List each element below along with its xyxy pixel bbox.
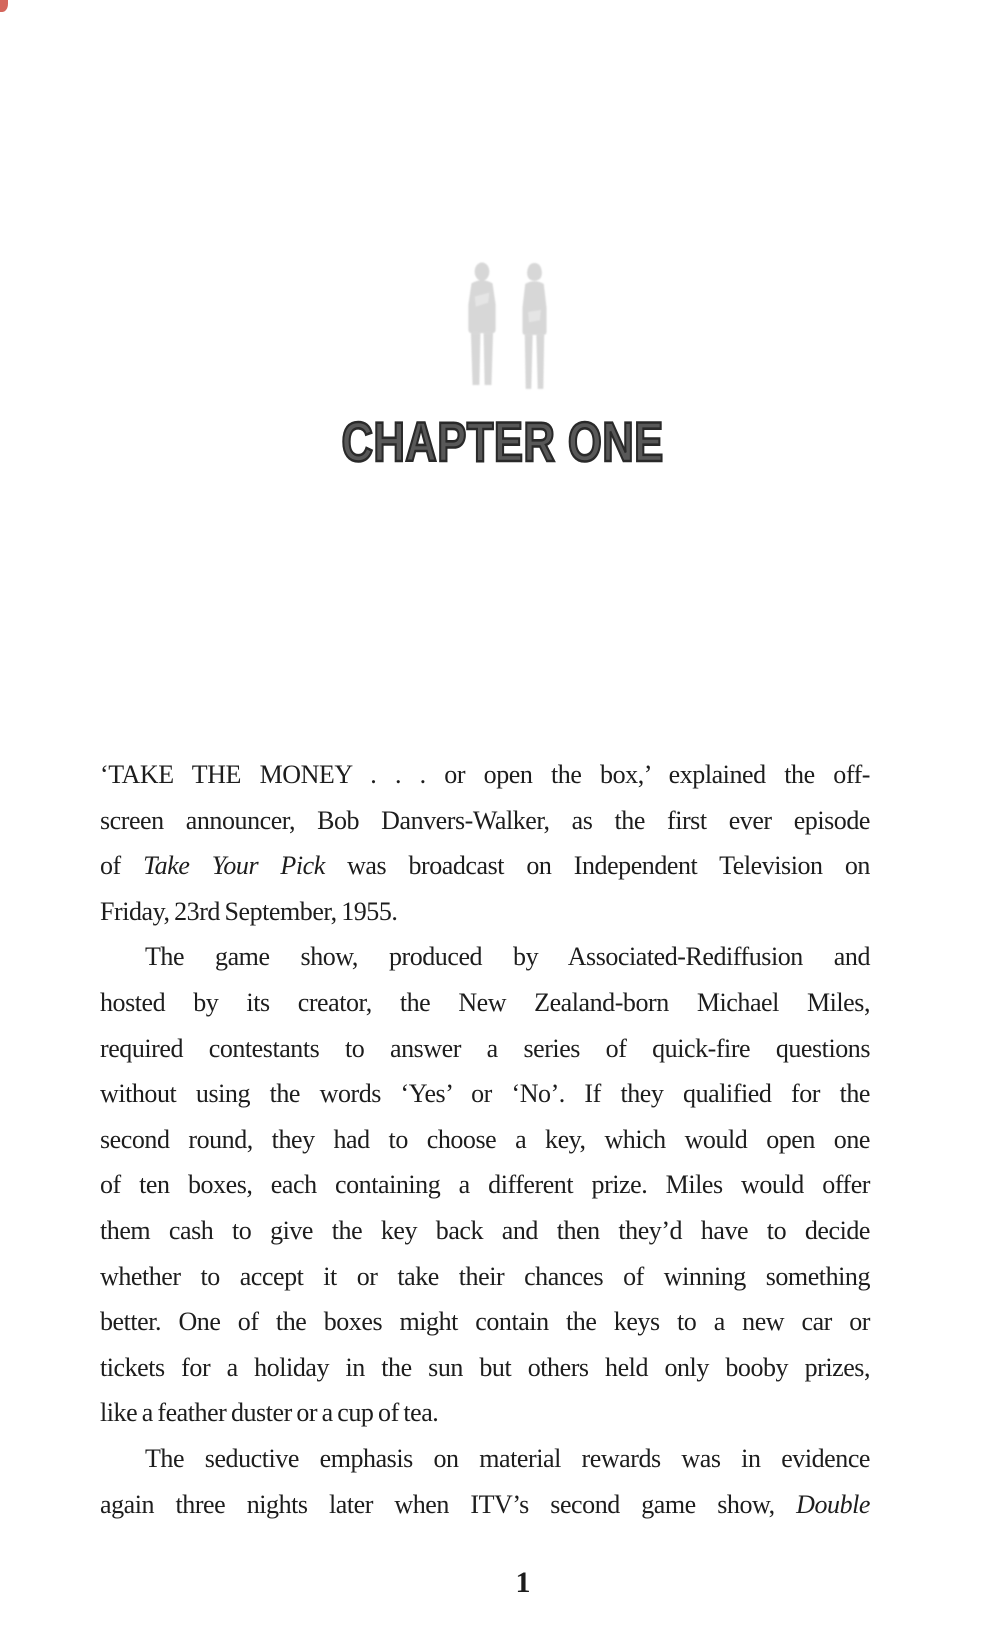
man-silhouette-right-icon: [516, 262, 553, 391]
body-text: [100, 752, 870, 1527]
text-line: like a feather duster or a cup of tea.: [100, 1398, 439, 1428]
man-silhouette-left-icon: [461, 262, 503, 388]
text-line: second round, they had to choose a key, which would open one: [100, 1124, 870, 1154]
text-line: better. One of the boxes might contain the keys to a new car or: [100, 1307, 870, 1337]
show-title-italic: Double: [796, 1489, 870, 1519]
text-line: of Take Your Pick was broadcast on Independent Television on: [100, 851, 870, 881]
text-line: hosted by its creator, the New Zealand-born Michael Miles,: [100, 987, 870, 1017]
text-line: tickets for a holiday in the sun but others held only booby prizes,: [100, 1352, 870, 1382]
text-line: of ten boxes, each containing a different prize. Miles would offer: [100, 1170, 870, 1200]
chapter-decoration-silhouettes: [461, 262, 555, 392]
red-scan-artifact: [0, 0, 8, 12]
text-line: The game show, produced by Associated-Rediffusion and: [145, 942, 870, 972]
chapter-heading: [0, 410, 1005, 473]
text-line: whether to accept it or take their chances of winning something: [100, 1261, 870, 1291]
text-line: again three nights later when ITV’s second game show, Double: [100, 1489, 870, 1519]
chapter-title: CHAPTER ONE: [341, 410, 664, 473]
text-line: Friday, 23rd September, 1955.: [100, 896, 398, 926]
page-number: 1: [515, 1566, 531, 1599]
text-line: required contestants to answer a series of quick-fire questions: [100, 1033, 870, 1063]
text-line: ‘TAKE THE MONEY . . . or open the box,’ explained the off-: [100, 760, 870, 789]
text-line: them cash to give the key back and then they’d have to decide: [100, 1215, 870, 1245]
text-line: The seductive emphasis on material rewards was in evidence: [145, 1443, 870, 1473]
text-line: screen announcer, Bob Danvers-Walker, as the first ever episode: [100, 805, 870, 835]
book-title-italic: Take Your Pick: [143, 851, 325, 881]
text-line: without using the words ‘Yes’ or ‘No’. If they qualified for the: [100, 1079, 870, 1109]
